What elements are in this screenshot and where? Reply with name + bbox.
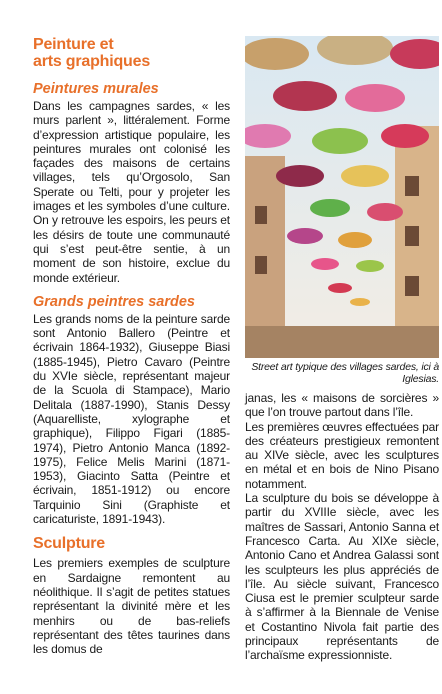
paragraph-peintures-murales: Dans les campagnes sardes, « les murs parlent », littéralement. Forme d’expression artistique populaire, les peintures murales ont colonisé les façades des maisons de certains villages, tels qu’Orgosolo, San Sperate ou Telti, pour y projeter les images et les symboles d’une culture. On y retrouve les espoirs, les peurs et les désirs de toute une communauté qui s’est peut-être sentie, à un moment de son histoire, exclue du monde extérieur. [33,99,230,285]
paragraph-premieres-oeuvres: Les premières œuvres effectuées par des créateurs prestigieux remontent au XIVe siècle, avec les sculptures en métal et en bois de Nino Pisano notamment. [245,419,439,491]
right-text [245,391,439,663]
paragraph-sculpture-bois: La sculpture du bois se développe à partir du XVIIIe siècle, avec les maîtres de Sassari, Antonio Sanna et Francesco Carta. Au XIXe siècle, Antonio Cano et Andrea Galassi sont les sculpteurs les plus appréciés de l’île. Au siècle suivant, Francesco Ciusa est le premier sculpteur sarde à s’affirmer à la Biennale de Venise et Costantino Nivola fait partie des principaux représentants de l’archaïsme expressionniste. [245,491,439,663]
paragraph-janas: janas, les « maisons de sorcières » que l’on trouve partout dans l’île. [245,391,439,420]
page-title: Peinture et arts graphiques [33,36,151,70]
photo-caption: Street art typique des villages sardes, ici à Iglesias. [251,361,439,385]
left-column [33,36,230,656]
paragraph-sculpture: Les premiers exemples de sculpture en Sardaigne remontent au néolithique. Il s’agit de petites statues représentant la divinité mère et les menhirs ou de bas-reliefs représentant des têtes taurines dans les domus de [33,556,230,657]
heading-peintures-murales: Peintures murales [33,81,159,97]
right-column [245,36,439,663]
umbrellas-street-photo [245,36,439,358]
heading-grands-peintres: Grands peintres sardes [33,293,195,310]
paragraph-grands-peintres: Les grands noms de la peinture sarde sont Antonio Ballero (Peintre et écrivain 1864-1932), Giuseppe Biasi (1885-1945), Pietro Cavaro (Peintre du XVIe siècle, représentant majeur de la Scuola di Stampace), Mario Delitala (1887-1990), Stanis Dessy (Aquarelliste, xylographe et graphique), Filippo Figari (1885-1974), Pietro Antonio Manca (1892-1975), Felice Melis Marini (1871-1953), Giacinto Satta (Peintre et écrivain, 1851-1912) ou encore Tarquinio Sini (Graphiste et caricaturiste, 1891-1943). [33,311,230,527]
heading-sculpture: Sculpture [33,535,105,553]
